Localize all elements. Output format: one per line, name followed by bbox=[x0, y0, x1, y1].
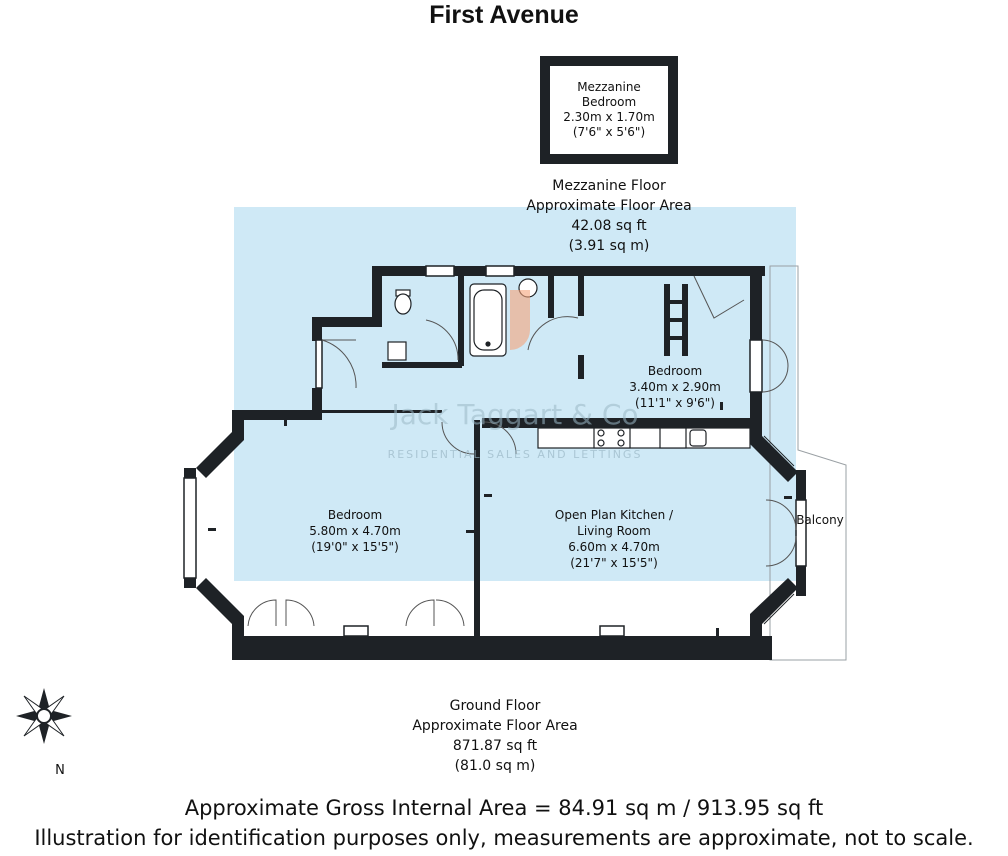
compass-north-label: N bbox=[55, 763, 65, 778]
compass-icon bbox=[16, 688, 72, 744]
svg-text:Ground Floor: Ground Floor bbox=[449, 698, 541, 714]
svg-text:Open Plan Kitchen /: Open Plan Kitchen / bbox=[554, 508, 674, 522]
svg-text:6.60m x 4.70m: 6.60m x 4.70m bbox=[568, 540, 660, 554]
kitchen-counter bbox=[538, 428, 750, 448]
page-title: First Avenue bbox=[429, 1, 579, 29]
svg-text:Bedroom: Bedroom bbox=[327, 508, 383, 522]
svg-text:3.40m x 2.90m: 3.40m x 2.90m bbox=[629, 380, 721, 394]
svg-text:Approximate Floor Area: Approximate Floor Area bbox=[412, 718, 578, 734]
gross-area-text: Approximate Gross Internal Area = 84.91 sq m / 913.95 sq ft bbox=[184, 796, 824, 820]
room-dimensions-imperial: (7'6" x 5'6") bbox=[572, 125, 646, 139]
svg-text:(19'0" x 15'5"): (19'0" x 15'5") bbox=[311, 540, 399, 554]
svg-text:Mezzanine Floor: Mezzanine Floor bbox=[552, 178, 666, 194]
room-name: Bedroom bbox=[581, 95, 637, 109]
svg-text:(11'1" x 9'6"): (11'1" x 9'6") bbox=[635, 396, 715, 410]
svg-text:871.87 sq ft: 871.87 sq ft bbox=[452, 738, 538, 754]
svg-text:Bedroom: Bedroom bbox=[647, 364, 703, 378]
svg-text:5.80m x 4.70m: 5.80m x 4.70m bbox=[309, 524, 401, 538]
svg-text:Approximate Floor Area: Approximate Floor Area bbox=[526, 198, 692, 214]
balcony-label: Balcony bbox=[796, 513, 844, 527]
svg-text:Living Room: Living Room bbox=[577, 524, 651, 538]
svg-text:(3.91 sq m): (3.91 sq m) bbox=[568, 238, 650, 254]
disclaimer-text: Illustration for identification purposes only, measurements are approximate, not to scale. bbox=[34, 826, 974, 850]
room-name: Mezzanine bbox=[577, 80, 641, 94]
svg-text:(81.0 sq m): (81.0 sq m) bbox=[454, 758, 536, 774]
room-dimensions-metric: 2.30m x 1.70m bbox=[563, 110, 655, 124]
watermark-name: Jack Taggart & Co bbox=[391, 398, 639, 431]
svg-text:42.08 sq ft: 42.08 sq ft bbox=[571, 218, 647, 234]
ground-area-label bbox=[412, 698, 577, 774]
watermark-tagline: RESIDENTIAL SALES AND LETTINGS bbox=[387, 448, 643, 461]
svg-text:(21'7" x 15'5"): (21'7" x 15'5") bbox=[570, 556, 658, 570]
